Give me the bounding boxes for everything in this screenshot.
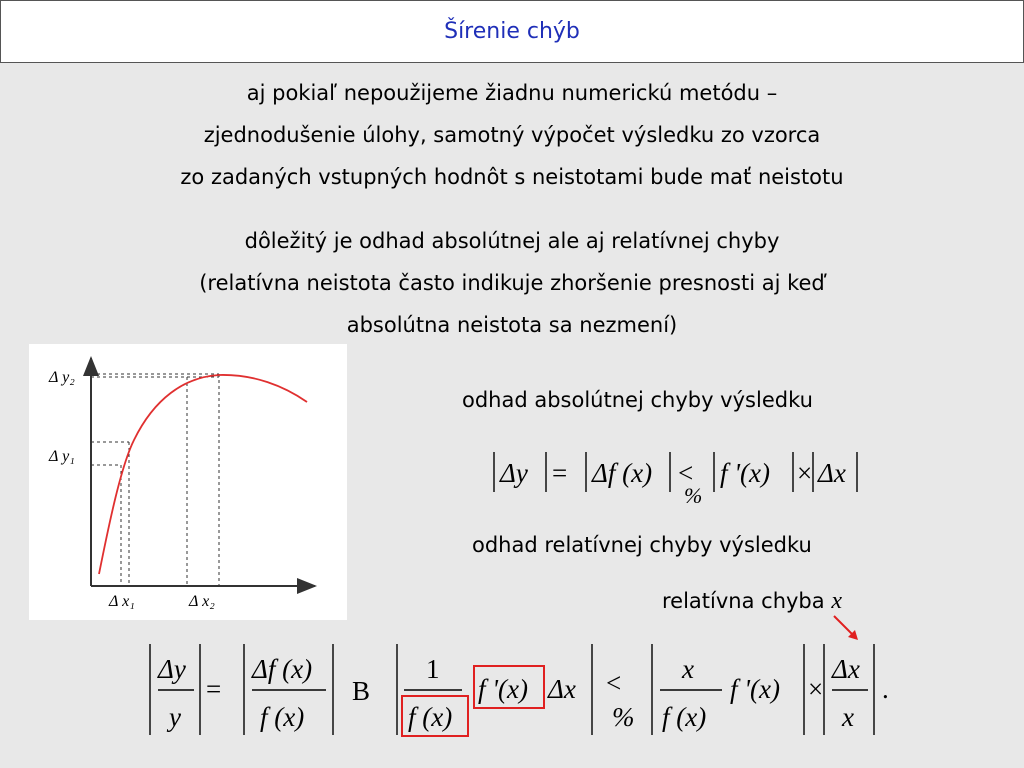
eq1-lhs: Δy [500, 458, 528, 488]
y1-label: Δ y₁ [49, 448, 75, 465]
relative-x-error-text: relatívna chyba [662, 589, 825, 613]
eq2-approx-symbol: B [352, 676, 371, 706]
paragraph-1 [40, 72, 984, 198]
relative-x-error-label [662, 588, 842, 615]
eq1-fprime: f '(x) [720, 458, 770, 488]
eq2-fprime: f '(x) [478, 674, 528, 704]
eq2-dot: . [882, 674, 889, 704]
eq1-less: < [678, 458, 694, 488]
eq1-dx: Δx [818, 458, 846, 488]
page-title: Šírenie chýb [444, 19, 580, 44]
relative-x-var: x [831, 588, 842, 614]
absolute-error-equation [488, 448, 868, 504]
relative-error-equation [140, 640, 900, 740]
eq2-num1: Δy [158, 654, 186, 684]
paragraph-2-line: dôležitý je odhad absolútnej ale aj relatívnej chyby [244, 229, 780, 253]
paragraph-2-line: (relatívna neistota často indikuje zhoršenie presnosti aj keď [199, 271, 825, 295]
x1-label: Δ x₁ [109, 593, 135, 610]
paragraph-1-line: aj pokiaľ nepoužijeme žiadnu numerickú metódu – [246, 81, 778, 105]
eq2-den2: f (x) [260, 702, 305, 732]
eq2-den1: y [169, 702, 181, 732]
eq1-equals: = [552, 458, 568, 488]
function-curve [99, 375, 307, 574]
paragraph-1-line: zo zadaných vstupných hodnôt s neistotami bude mať neistotu [180, 165, 844, 189]
eq2-num2: Δf (x) [252, 654, 313, 684]
eq2-dx: Δx [548, 674, 576, 704]
title-bar [0, 0, 1024, 63]
guide-lines [91, 374, 219, 586]
eq1-approx: % [684, 483, 703, 504]
relative-error-label: odhad relatívnej chyby výsledku [472, 533, 812, 557]
eq2-den5: x [842, 702, 854, 732]
eq2-less: < [606, 668, 622, 698]
paragraph-1-line: zjednodušenie úlohy, samotný výpočet výsledku zo vzorca [203, 123, 821, 147]
eq2-num3: 1 [426, 654, 440, 684]
eq2-percent: % [612, 702, 635, 732]
absolute-error-label: odhad absolútnej chyby výsledku [462, 388, 813, 412]
eq2-equals: = [206, 674, 222, 704]
eq2-times: × [808, 674, 824, 704]
paragraph-2-line: absolútna neistota sa nezmení) [346, 313, 678, 337]
eq2-den3: f (x) [408, 702, 453, 732]
eq2-num5: Δx [832, 654, 860, 684]
eq2-num4: x [682, 654, 694, 684]
eq1-times: × [797, 458, 813, 488]
eq2-fprime2: f '(x) [730, 674, 780, 704]
eq1-mid: Δf (x) [592, 458, 653, 488]
error-propagation-figure [29, 344, 347, 620]
x2-label: Δ x₂ [189, 593, 215, 610]
error-curve-svg [29, 344, 347, 620]
paragraph-2 [40, 220, 984, 346]
eq2-den4: f (x) [662, 702, 707, 732]
y2-label: Δ y₂ [49, 369, 75, 386]
